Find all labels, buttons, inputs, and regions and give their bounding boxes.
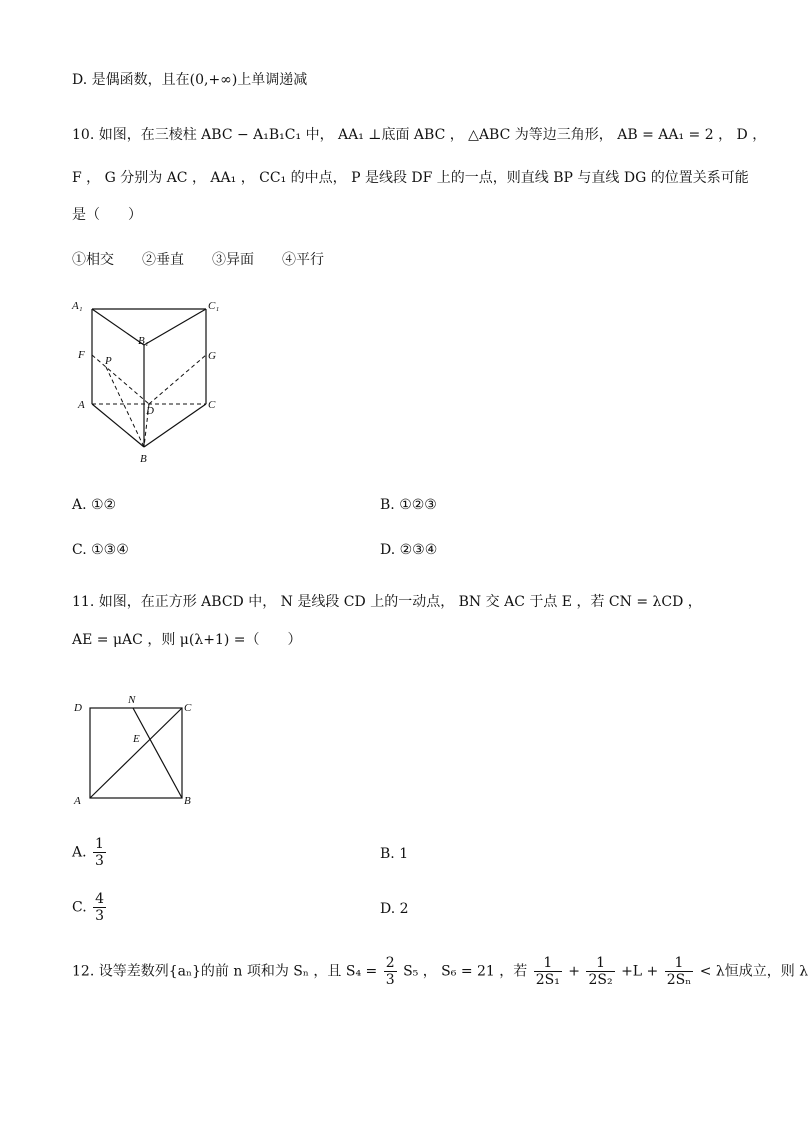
q12-f2-den: 2S₁ [535,972,560,988]
label-C1: C₁ [208,300,220,312]
label-E: E [133,733,140,745]
q12-f4-num: 1 [665,955,694,972]
label-N: N [128,694,136,706]
q12-stem [72,955,808,988]
q12-fraction-1-2Sn [665,955,694,988]
q10-stem-line3: 是（ ） [72,207,142,223]
label-B1: B₁ [138,335,149,347]
label-G: G [208,350,216,362]
q11-option-c-prefix: C. [72,899,87,916]
label-D: D [74,702,82,714]
q11-option-b[interactable]: B. 1 [380,846,409,862]
q12-suffix: < λ恒成立，则 λ [699,963,808,980]
q12-fraction-1-2S1 [534,955,562,988]
label-B: B [140,453,147,465]
q10-option-a[interactable]: A. ①② [72,497,117,513]
q12-prefix: 12. 设等差数列{aₙ}的前 n 项和为 Sₙ ，且 S₄ = [72,963,378,980]
q9-option-d: D. 是偶函数，且在(0,+∞)上单调递减 [72,72,308,88]
q12-ellipsis: +L + [621,963,659,980]
q11-option-a[interactable] [72,836,108,869]
q11-option-d[interactable]: D. 2 [380,901,409,917]
q12-f4-den: 2Sₙ [666,972,692,988]
q12-f3-den: 2S₂ [588,972,613,988]
q11-option-a-num: 1 [95,836,104,852]
q12-plus: + [568,963,581,980]
q11-option-a-fraction [93,836,106,869]
label-P: P [105,355,112,367]
label-B: B [184,795,191,807]
q10-choices-list: ①相交 ②垂直 ③异面 ④平行 [72,252,324,268]
q11-option-c-den: 3 [95,908,105,924]
label-C: C [184,702,192,714]
q11-option-c-num: 4 [95,891,105,907]
label-C: C [208,399,216,411]
q12-f1-num: 2 [385,955,395,971]
label-A: A [74,795,81,807]
q12-fraction-1-2S2 [586,955,614,988]
q11-stem-line1: 11. 如图，在正方形 ABCD 中， N 是线段 CD 上的一动点， BN 交 AC 于点 E ，若 CN = λCD ， [72,594,702,610]
q10-option-b[interactable]: B. ①②③ [380,497,437,513]
q10-option-d[interactable]: D. ②③④ [380,542,438,558]
label-F: F [78,349,85,361]
q11-option-a-prefix: A. [72,844,87,861]
q12-fraction-2-3 [384,955,397,988]
q12-mid: S₅ ， S₆ = 21 ，若 [403,963,528,980]
q10-option-c[interactable]: C. ①③④ [72,542,129,558]
q11-option-a-den: 3 [95,853,104,869]
q10-stem-line2: F ， G 分别为 AC ， AA₁ ， CC₁ 的中点， P 是线段 DF 上的一点，则直线 BP 与直线 DG 的位置关系可能 [72,170,749,186]
prism-figure [72,295,222,465]
q10-stem-line1: 10. 如图，在三棱柱 ABC − A₁B₁C₁ 中， AA₁ ⊥底面 ABC ， △ABC 为等边三角形， AB = AA₁ = 2 ， D ， [72,127,767,143]
label-D: D [146,405,154,417]
label-A: A [78,399,85,411]
square-figure [72,692,207,812]
q12-f3-num: 1 [586,955,614,972]
q11-stem-line2: AE = μAC ，则 μ(λ+1) =（ ） [72,632,302,648]
q11-option-c-fraction [93,891,106,924]
q12-f1-den: 3 [385,972,395,988]
q12-f2-num: 1 [534,955,562,972]
label-A1: A₁ [72,300,83,312]
q11-option-c[interactable] [72,891,108,924]
